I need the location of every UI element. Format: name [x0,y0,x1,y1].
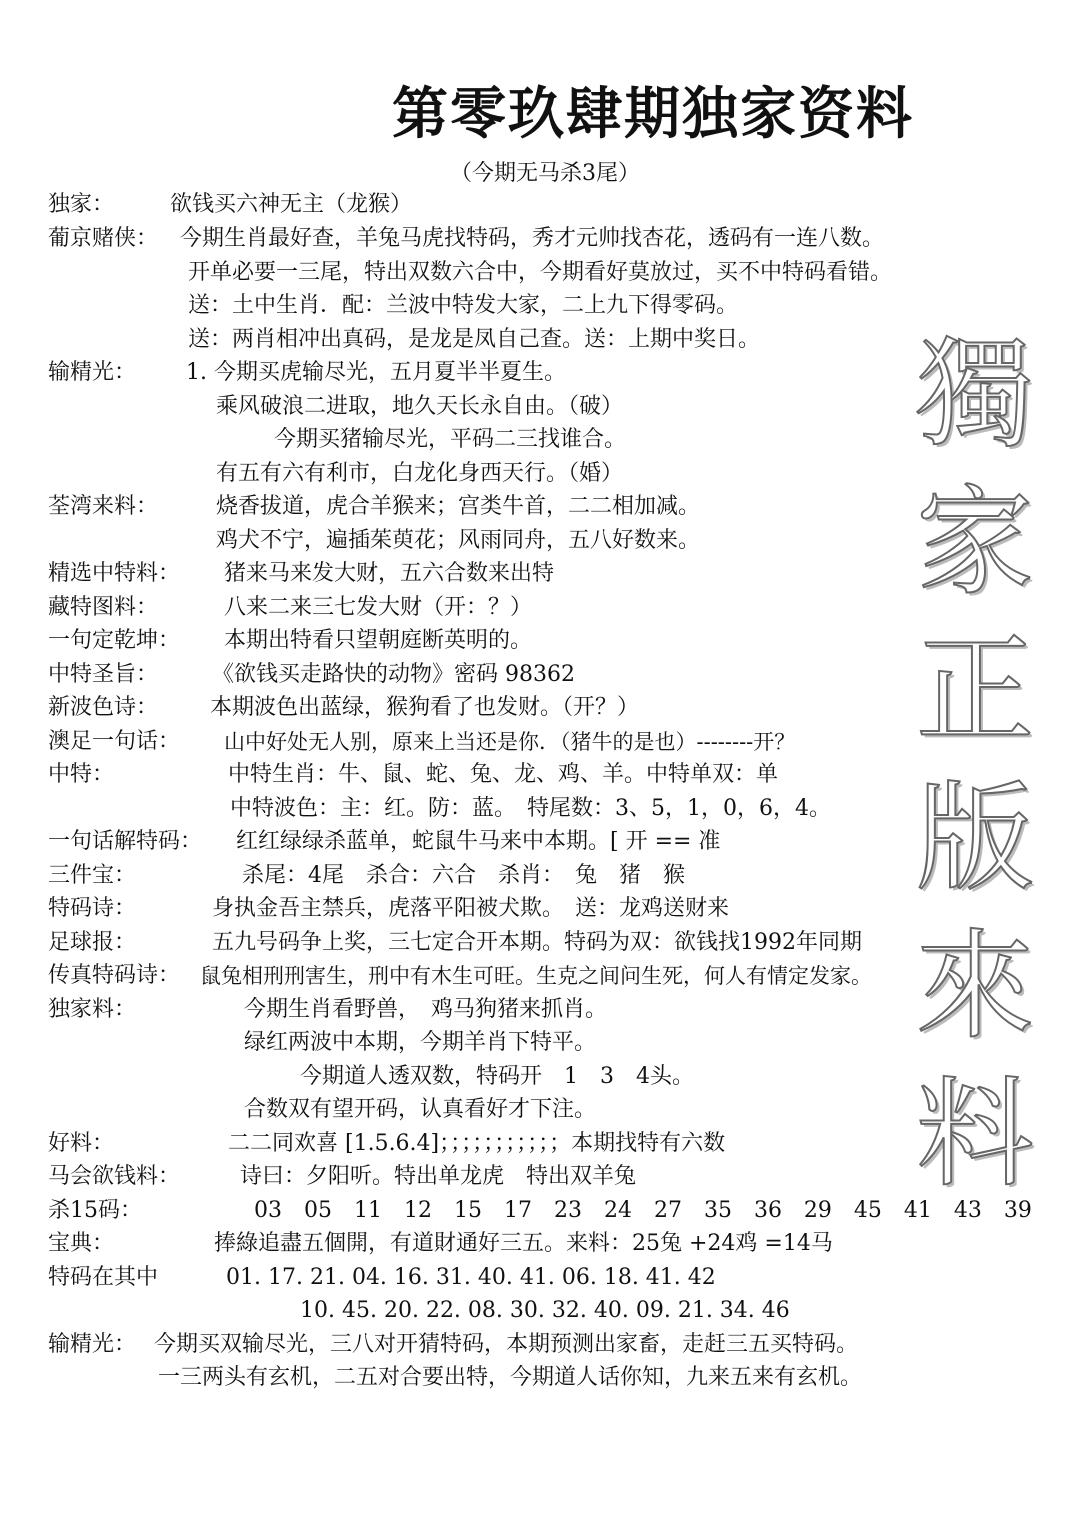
entry-text: 红红绿绿杀蓝单，蛇鼠牛马来中本期。[ 开 == 准 [236,829,721,854]
entry-row [0,825,1080,859]
entry-text: 诗曰：夕阳听。特出单龙虎 特出双羊兔 [240,1164,637,1189]
entry-row [0,1294,1080,1328]
entry-row [0,423,1080,457]
entry-row [0,1093,1080,1127]
entry-row [0,1160,1080,1194]
page-title: 第零玖肆期独家资料 [392,81,914,147]
entry-text: 山中好处无人别，原来上当还是你．（猪牛的是也）--------开？ [224,730,796,754]
entry-row [0,1261,1080,1295]
entry-text: 鸡犬不宁，遍插茱萸花；风雨同舟，五八好数来。 [216,528,701,553]
entry-row [0,792,1080,826]
entry-row [0,658,1080,692]
entry-label: 藏特图料： [48,595,159,620]
entry-label: 三件宝： [48,863,137,888]
entry-row [0,524,1080,558]
entry-label: 精选中特料： [48,561,181,586]
watermark-char: 料 [915,1065,1034,1203]
entry-text: 捧綠追盡五個開，有道財通好三五。来料：25兔 +24鸡 =14马 [214,1231,833,1256]
entry-text: 01. 17. 21. 04. 16. 31. 40. 41. 06. 18. 41. 42 [226,1265,716,1290]
entry-row [0,323,1080,357]
entry-label: 杀15码： [48,1198,142,1223]
watermark-char: 來 [915,917,1034,1055]
watermark-char: 版 [915,769,1034,907]
entry-text: 烧香拔道，虎合羊猴来；宫类牛首，二二相加减。 [216,494,701,519]
entry-label: 宝典： [48,1231,115,1256]
entry-row [0,591,1080,625]
entry-row [0,188,1080,222]
entry-text: 1. 今期买虎输尽光，五月夏半半夏生。 [186,360,566,385]
entry-text: 今期买双输尽光，三八对开猜特码，本期预测出家畜，走赶三五买特码。 [154,1332,859,1357]
entry-text: 本期波色出蓝绿，猴狗看了也发财。（开？） [210,695,640,720]
entry-label: 传真特码诗： [48,963,181,988]
entry-label: 独家料： [48,997,137,1022]
entry-row [0,1194,1080,1228]
entry-text: 今期买猪输尽光，平码二三找谁合。 [274,427,627,452]
entry-row [0,256,1080,290]
entry-label: 葡京赌侠： [48,226,159,251]
entry-text: 10. 45. 20. 22. 08. 30. 32. 40. 09. 21. 34. 46 [300,1298,790,1323]
entry-label: 好料： [48,1131,115,1156]
entry-text: 身执金吾主禁兵，虎落平阳被犬欺。 送：龙鸡送财来 [212,896,730,921]
entry-row [0,1127,1080,1161]
entry-label: 特码在其中 [48,1265,159,1290]
entry-text: 开单必要一三尾，特出双数六合中，今期看好莫放过，买不中特码看错。 [188,260,893,285]
entry-label: 中特： [48,762,115,787]
entry-text: 绿红两波中本期，今期羊肖下特平。 [244,1030,597,1055]
entry-label: 一句话解特码： [48,829,203,854]
entry-text: 鼠兔相刑刑害生，刑中有木生可旺。生克之间问生死，何人有情定发家。 [200,964,872,988]
entry-label: 新波色诗： [48,695,159,720]
entry-text: 《欲钱买走路快的动物》密码 98362 [212,662,575,687]
entry-text: 今期道人透双数，特码开 1 3 4头。 [300,1064,694,1089]
page-subtitle: （今期无马杀3尾） [450,161,640,186]
entry-label: 输精光： [48,360,137,385]
entry-row [0,859,1080,893]
entry-label: 一句定乾坤： [48,628,181,653]
entry-row [0,222,1080,256]
entry-row [0,1026,1080,1060]
entry-text: 本期出特看只望朝庭断英明的。 [224,628,533,653]
entry-row [0,289,1080,323]
entry-label: 输精光： [48,1332,137,1357]
entry-row [0,1328,1080,1362]
entry-text: 八来二来三七发大财（开：？） [224,595,533,620]
watermark-char: 獨 [915,325,1034,463]
entry-label: 足球报： [48,930,137,955]
entry-text: 中特波色：主：红。防：蓝。 特尾数：3、5，1，0，6，4。 [230,796,831,821]
entry-row [0,691,1080,725]
entry-row [0,926,1080,960]
entry-text: 送：两肖相冲出真码，是龙是凤自己查。送：上期中奖日。 [188,327,761,352]
entry-row [0,356,1080,390]
entry-row [0,457,1080,491]
entry-text: 合数双有望开码，认真看好才下注。 [244,1097,597,1122]
watermark-char: 正 [915,621,1034,759]
entry-row [0,892,1080,926]
entry-row [0,1361,1080,1395]
entry-text: 猪来马来发大财，五六合数来出特 [224,561,555,586]
entry-text: 今期生肖看野兽， 鸡马狗猪来抓肖。 [244,997,608,1022]
entry-label: 特码诗： [48,896,137,921]
entry-text: 二二同欢喜 [1.5.6.4]；；；；；；；；；；；本期找特有六数 [228,1131,726,1156]
entry-row [0,390,1080,424]
entry-text: 杀尾：4尾 杀合：六合 杀肖： 兔 猪 猴 [242,863,685,888]
entry-row [0,490,1080,524]
entry-row [0,1060,1080,1094]
entry-text: 有五有六有利市，白龙化身西天行。（婚） [216,461,624,486]
entry-row [0,758,1080,792]
entry-label: 独家： [48,192,115,217]
entry-text: 今期生肖最好查，羊兔马虎找特码，秀才元帅找杏花，透码有一连八数。 [180,226,885,251]
entry-label: 澳足一句话： [48,729,181,754]
entry-row [0,725,1080,759]
entry-row [0,1227,1080,1261]
entry-text: 03 05 11 12 15 17 23 24 27 35 36 29 45 41 43 39 [254,1198,1032,1223]
entry-text: 中特生肖：牛、鼠、蛇、兔、龙、鸡、羊。中特单双：单 [228,762,779,787]
entry-text: 欲钱买六神无主（龙猴） [170,192,413,217]
entry-text: 五九号码争上奖，三七定合开本期。特码为双：欲钱找1992年同期 [212,930,862,955]
entry-label: 中特圣旨： [48,662,159,687]
entry-row [0,624,1080,658]
entry-row [0,557,1080,591]
entry-row [0,959,1080,993]
entry-label: 荃湾来料： [48,494,159,519]
entry-label: 马会欲钱料： [48,1164,181,1189]
entry-text: 一三两头有玄机，二五对合要出特，今期道人话你知，九来五来有玄机。 [158,1365,863,1390]
entry-row [0,993,1080,1027]
entry-text: 乘风破浪二进取，地久天长永自由。（破） [216,394,624,419]
entry-text: 送：土中生肖．配：兰波中特发大家，二上九下得零码。 [188,293,739,318]
watermark-char: 家 [915,473,1034,611]
